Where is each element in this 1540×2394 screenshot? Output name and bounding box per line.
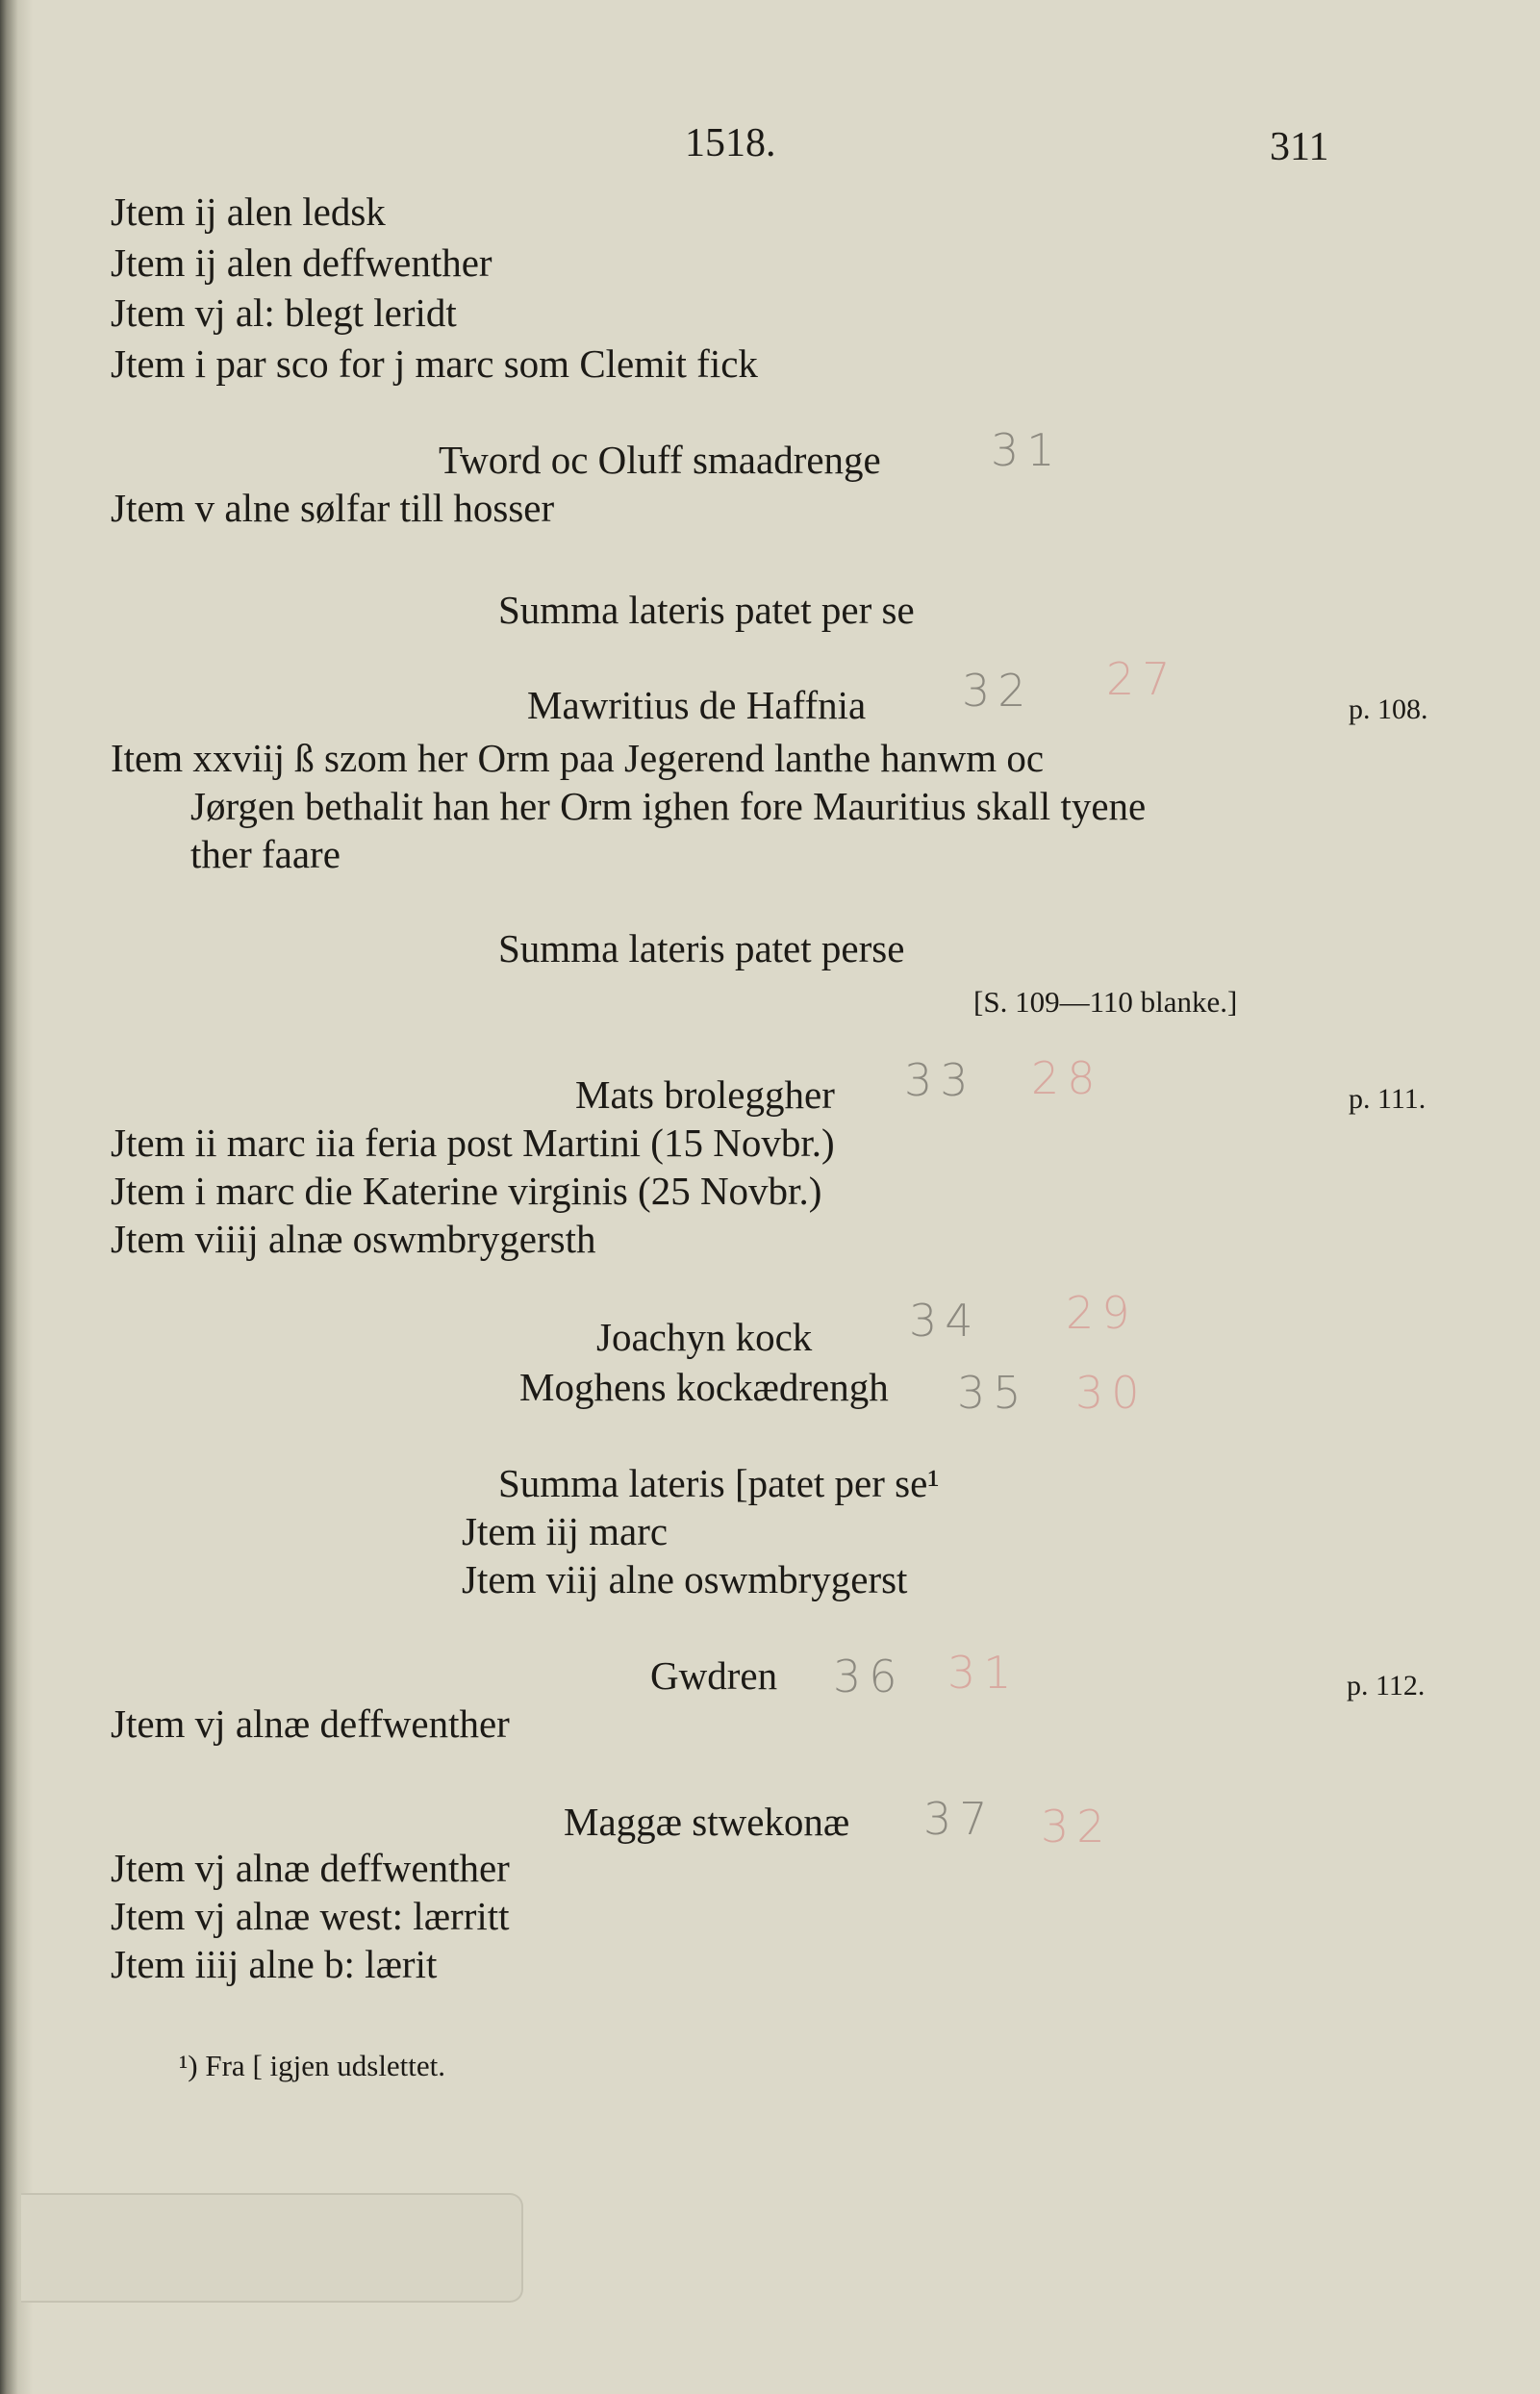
handwritten-number: 32 bbox=[962, 665, 1034, 717]
entry-line: Jtem viiij alnæ oswmbrygersth bbox=[111, 1217, 596, 1261]
entry-line: Item xxviij ß szom her Orm paa Jegerend lanthe hanwm oc bbox=[111, 736, 1045, 780]
entry-line: Jtem ii marc iia feria post Martini (15 Novbr.) bbox=[111, 1121, 835, 1165]
summa-line: Summa lateris patet per se bbox=[498, 588, 915, 632]
blank-pages-note: [S. 109—110 blanke.] bbox=[973, 985, 1238, 1019]
entry-line: Jtem vj alnæ west: lærritt bbox=[111, 1894, 510, 1938]
handwritten-number-red: 28 bbox=[1031, 1052, 1103, 1104]
handwritten-number-red: 32 bbox=[1041, 1801, 1113, 1852]
handwritten-number-red: 27 bbox=[1106, 653, 1178, 705]
entry-line: Jørgen bethalit han her Orm ighen fore Mauritius skall tyene bbox=[190, 784, 1147, 828]
handwritten-number: 35 bbox=[957, 1367, 1029, 1419]
handwritten-number-red: 30 bbox=[1075, 1367, 1148, 1419]
page-reference: p. 112. bbox=[1347, 1670, 1426, 1701]
entry-line: Jtem v alne sølfar till hosser bbox=[111, 486, 555, 530]
page-reference: p. 111. bbox=[1349, 1083, 1426, 1115]
summa-line: Summa lateris [patet per se¹ bbox=[498, 1461, 940, 1505]
entry-line: Jtem viij alne oswmbrygerst bbox=[462, 1557, 908, 1601]
handwritten-number-red: 31 bbox=[947, 1647, 1020, 1699]
entry-line: Jtem vj alnæ deffwenther bbox=[111, 1701, 510, 1746]
running-head-year: 1518. bbox=[685, 121, 776, 165]
summa-line: Summa lateris patet perse bbox=[498, 926, 905, 970]
section-heading: Gwdren bbox=[650, 1653, 778, 1698]
entry-line: Jtem i par sco for j marc som Clemit fick bbox=[111, 341, 758, 386]
section-heading: Mawritius de Haffnia bbox=[527, 683, 867, 727]
page-number: 311 bbox=[1270, 125, 1329, 169]
handwritten-number: 34 bbox=[909, 1295, 981, 1347]
entry-line: Jtem ij alen deffwenther bbox=[111, 240, 492, 285]
entry-line: ther faare bbox=[190, 832, 341, 876]
book-binding-edge bbox=[0, 0, 33, 2394]
handwritten-number: 33 bbox=[904, 1054, 976, 1106]
section-heading: Tword oc Oluff smaadrenge bbox=[439, 438, 881, 482]
entry-line: Jtem iiij alne b: lærit bbox=[111, 1942, 438, 1986]
handwritten-number: 36 bbox=[833, 1651, 905, 1702]
page-reference: p. 108. bbox=[1349, 693, 1428, 725]
footnote: ¹) Fra [ igjen udslettet. bbox=[179, 2049, 446, 2082]
entry-line: Jtem vj alnæ deffwenther bbox=[111, 1846, 510, 1890]
handwritten-number: 31 bbox=[991, 424, 1063, 476]
section-heading: Maggæ stwekonæ bbox=[564, 1800, 850, 1844]
handwritten-number-red: 29 bbox=[1066, 1287, 1138, 1339]
entry-line: Jtem ij alen ledsk bbox=[111, 189, 386, 234]
section-heading: Joachyn kock bbox=[596, 1315, 813, 1359]
paper-slip-shadow bbox=[21, 2193, 523, 2303]
section-heading: Mats broleggher bbox=[575, 1072, 835, 1117]
section-heading: Moghens kockædrengh bbox=[519, 1365, 889, 1409]
handwritten-number: 37 bbox=[923, 1793, 996, 1845]
entry-line: Jtem iij marc bbox=[462, 1509, 669, 1553]
entry-line: Jtem i marc die Katerine virginis (25 Novbr.) bbox=[111, 1169, 822, 1213]
entry-line: Jtem vj al: blegt leridt bbox=[111, 290, 457, 335]
